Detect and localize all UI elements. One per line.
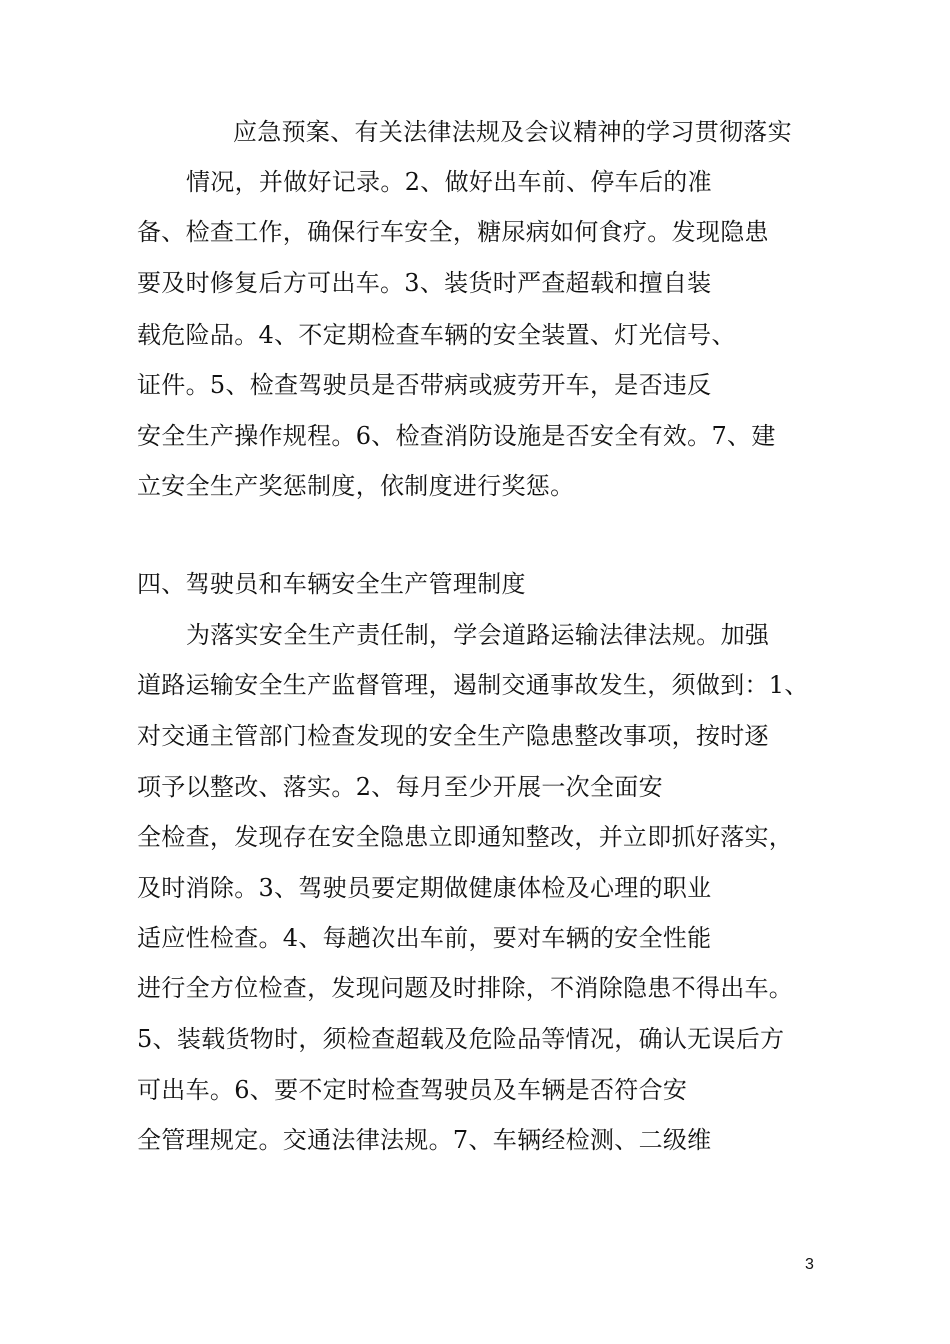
text-line-13: 项予以整改、落实。2、每月至少开展一次全面安 — [137, 773, 663, 801]
text-line-7: 安全生产操作规程。6、检查消防设施是否安全有效。7、建 — [137, 422, 776, 450]
text-line-5: 载危险品。4、不定期检查车辆的安全装置、灯光信号、 — [137, 321, 736, 349]
section-heading: 四、驾驶员和车辆安全生产管理制度 — [137, 570, 526, 598]
text-line-16: 适应性检查。4、每趟次出车前，要对车辆的安全性能 — [137, 924, 712, 952]
text-line-10: 为落实安全生产责任制，学会道路运输法律法规。加强 — [186, 621, 770, 649]
page-number: 3 — [805, 1256, 814, 1273]
text-line-4: 要及时修复后方可出车。3、装货时严查超载和擅自装 — [137, 269, 712, 297]
text-line-17: 进行全方位检查，发现问题及时排除，不消除隐患不得出车。 — [137, 974, 794, 1002]
text-line-15: 及时消除。3、驾驶员要定期做健康体检及心理的职业 — [137, 874, 712, 902]
text-line-1: 应急预案、有关法律法规及会议精神的学习贯彻落实 — [233, 118, 792, 146]
text-line-11: 道路运输安全生产监督管理，遏制交通事故发生，须做到：1、 — [137, 671, 809, 699]
text-line-20: 全管理规定。交通法律法规。7、车辆经检测、二级维 — [137, 1126, 712, 1154]
text-line-19: 可出车。6、要不定时检查驾驶员及车辆是否符合安 — [137, 1076, 688, 1104]
text-line-6: 证件。5、检查驾驶员是否带病或疲劳开车，是否违反 — [137, 371, 712, 399]
text-line-14: 全检查，发现存在安全隐患立即通知整改，并立即抓好落实， — [137, 823, 794, 851]
text-line-8: 立安全生产奖惩制度，依制度进行奖惩。 — [137, 472, 575, 500]
text-line-12: 对交通主管部门检查发现的安全生产隐患整改事项，按时逐 — [137, 722, 769, 750]
text-line-3: 备、检查工作，确保行车安全，糖尿病如何食疗。发现隐患 — [137, 218, 769, 246]
text-line-2: 情况，并做好记录。2、做好出车前、停车后的准 — [186, 168, 712, 196]
text-line-18: 5、装载货物时，须检查超载及危险品等情况，确认无误后方 — [137, 1025, 785, 1053]
